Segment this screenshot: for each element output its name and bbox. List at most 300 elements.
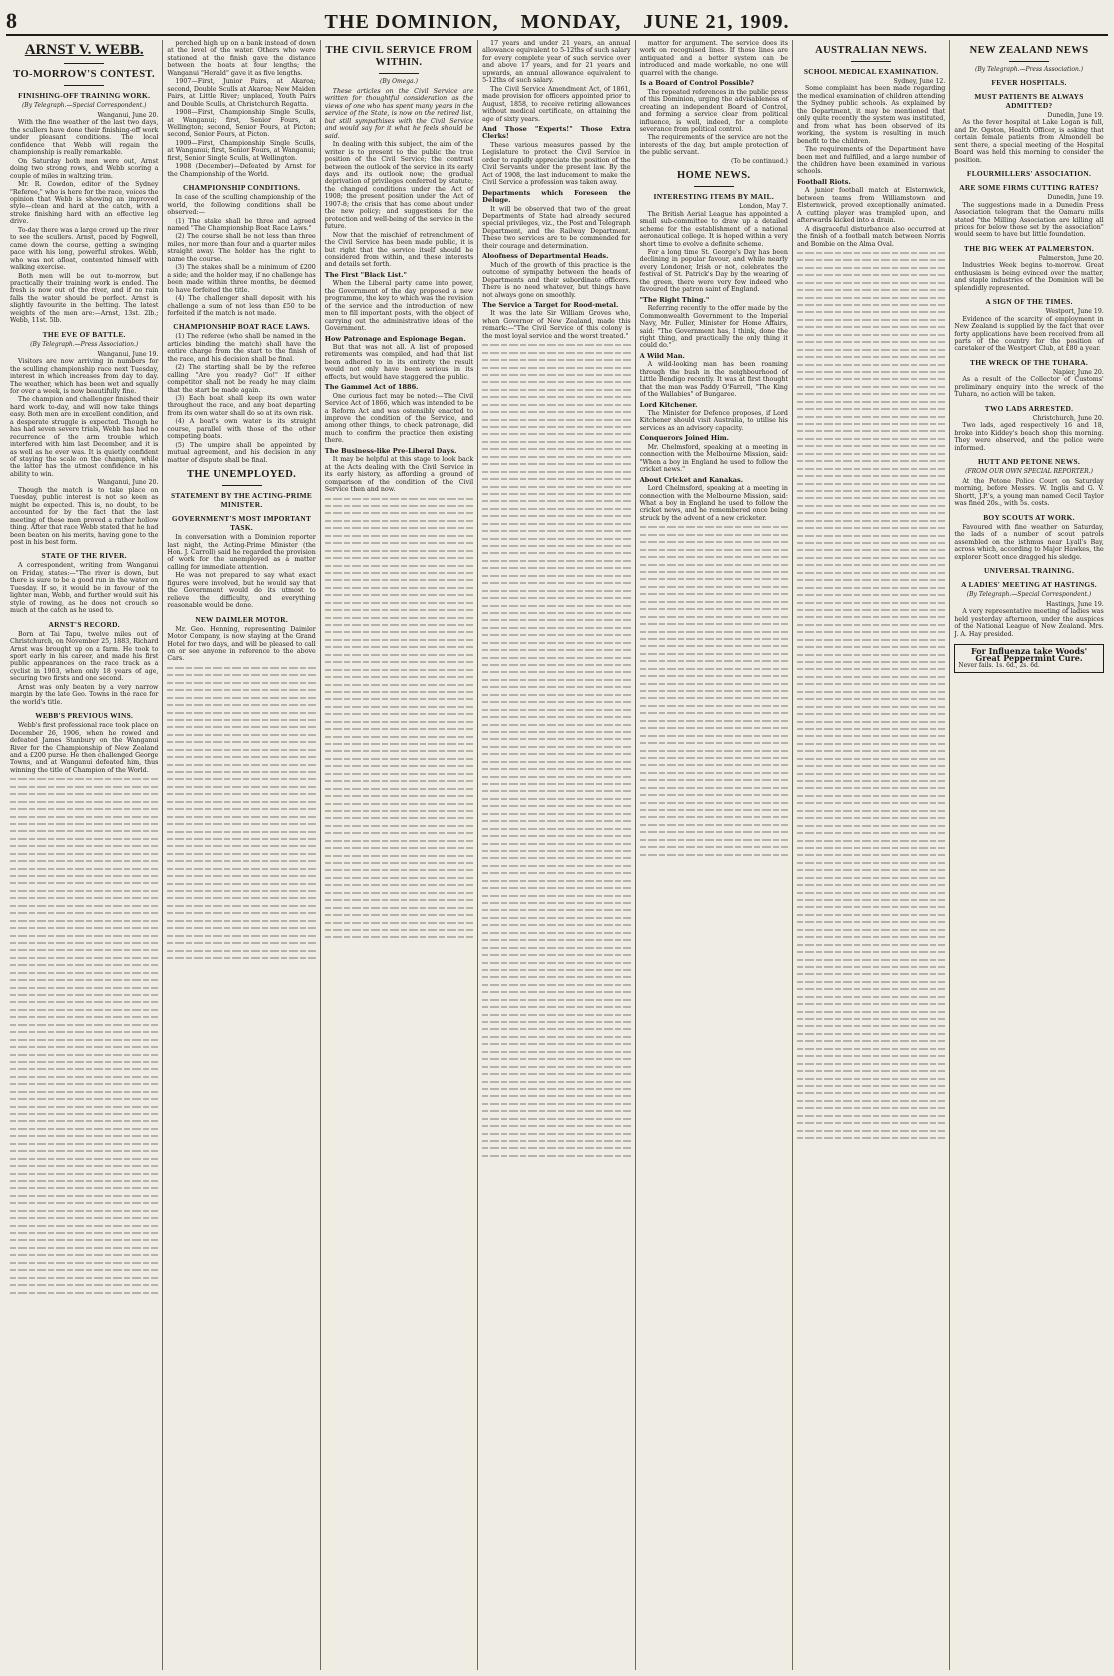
illegible-text-line	[10, 1259, 158, 1266]
byline: (By Telegraph.—Press Association.)	[30, 340, 139, 348]
illegible-text-line	[482, 706, 630, 713]
illegible-text-line	[482, 944, 630, 951]
illegible-text-line	[797, 1089, 945, 1096]
illegible-text-line	[167, 932, 315, 939]
column-2	[163, 40, 320, 1670]
illegible-text-line	[797, 978, 945, 985]
illegible-text-line	[10, 902, 158, 909]
illegible-text-line	[482, 386, 630, 393]
illegible-text-line	[482, 1100, 630, 1107]
illegible-text-line	[797, 517, 945, 524]
illegible-text-line	[797, 770, 945, 777]
illegible-text-line	[640, 717, 788, 724]
illegible-text-line	[482, 966, 630, 973]
paragraph: 1908—First, Championship Single Sculls, at Wanganui; first, Senior Fours, at Wellington; second, Senior Fours, at Picton; second, Senior Fours, at Picton.	[167, 109, 316, 139]
illegible-text-line	[482, 624, 630, 631]
illegible-text-line	[797, 450, 945, 457]
illegible-text-line	[482, 416, 630, 423]
side-heading: "The Right Thing."	[639, 295, 710, 304]
illegible-text-line	[482, 460, 630, 467]
illegible-text-line	[797, 1082, 945, 1089]
illegible-text-line	[640, 650, 788, 657]
illegible-text-line	[325, 576, 473, 583]
illegible-text-line	[640, 598, 788, 605]
illegible-text-line	[482, 408, 630, 415]
illegible-text-line	[640, 739, 788, 746]
illegible-text-line	[10, 961, 158, 968]
subheading: GOVERNMENT'S MOST IMPORTANT TASK.	[171, 514, 312, 533]
illegible-text-line	[10, 1184, 158, 1191]
illegible-text-line	[167, 835, 315, 842]
illegible-text-line	[10, 1073, 158, 1080]
illegible-text-line	[797, 926, 945, 933]
paragraph: The Minister for Defence proposes, if Lord Kitchener should visit Australia, to utilise his services as an advisory capacity.	[639, 410, 788, 432]
illegible-text-line	[797, 539, 945, 546]
illegible-text-line	[10, 1013, 158, 1020]
illegible-text-line	[10, 1289, 158, 1296]
illegible-text-line	[482, 445, 630, 452]
illegible-text-line	[797, 427, 945, 434]
illegible-text-line	[325, 807, 473, 814]
illegible-text-line	[797, 822, 945, 829]
illegible-text-line	[797, 472, 945, 479]
illegible-text-line	[10, 1080, 158, 1087]
paragraph: As a result of the Collector of Customs' preliminary enquiry into the wreck of the Tuhara, no action will be taken.	[954, 376, 1104, 399]
illegible-text-line	[10, 946, 158, 953]
illegible-text-line	[167, 880, 315, 887]
illegible-text-line	[482, 862, 630, 869]
illegible-text-line	[797, 338, 945, 345]
illegible-text-line	[797, 963, 945, 970]
illegible-text-line	[482, 616, 630, 623]
illegible-text-line	[482, 1063, 630, 1070]
illegible-text-line	[325, 517, 473, 524]
column-1	[6, 40, 163, 1670]
illegible-text-line	[10, 1147, 158, 1154]
illegible-text-line	[797, 323, 945, 330]
illegible-text-line	[325, 919, 473, 926]
illegible-text-line	[640, 575, 788, 582]
illegible-text-line	[797, 613, 945, 620]
illegible-text-line	[797, 606, 945, 613]
illegible-text-line	[797, 561, 945, 568]
illegible-text-line	[797, 375, 945, 382]
illegible-text-line	[797, 665, 945, 672]
illegible-text-line	[797, 703, 945, 710]
illegible-text-line	[325, 599, 473, 606]
illegible-text-line	[640, 657, 788, 664]
illegible-text-line	[482, 572, 630, 579]
illegible-text-line	[797, 1060, 945, 1067]
illegible-text-line	[640, 806, 788, 813]
illegible-text-line	[797, 784, 945, 791]
illegible-text-line	[10, 790, 158, 797]
subheading: UNIVERSAL TRAINING.	[983, 566, 1075, 576]
illegible-text-line	[482, 646, 630, 653]
illegible-text-line	[167, 947, 315, 954]
illegible-text-line	[797, 903, 945, 910]
paragraph: mattor for argument. The service does its work on recognised lines. If those lines are antiquated and a better system can be introduced and made workable, no one will quarrel with the change.	[639, 40, 788, 77]
illegible-text-line	[482, 959, 630, 966]
subheading: CHAMPIONSHIP BOAT RACE LAWS.	[173, 322, 310, 332]
illegible-text-line	[10, 865, 158, 872]
illegible-text-line	[482, 371, 630, 378]
paragraph: (4) A boat's own water is its straight course, parallel with those of the other competing boats.	[167, 418, 316, 441]
illegible-text-line	[640, 568, 788, 575]
column-4	[478, 40, 635, 1670]
paragraph: But that was not all. A list of proposed retirements was compiled, and had that list been adhered to in its entirety the result would not only have been serious in its effects, but would have staggered the public.	[324, 343, 474, 381]
advertisement	[954, 644, 1103, 673]
illegible-text-line	[797, 740, 945, 747]
illegible-text-line	[10, 1199, 158, 1206]
illegible-text-line	[797, 755, 945, 762]
side-heading: The First "Black List."	[324, 270, 407, 279]
advertisement-text: Never fails. 1s. 6d., 2s. 6d.	[958, 662, 1040, 670]
illegible-text-line	[482, 906, 630, 913]
section-heading: HOME NEWS.	[677, 170, 751, 182]
side-heading: About Cricket and Kanakas.	[639, 475, 744, 484]
illegible-text-line	[482, 884, 630, 891]
illegible-text-line	[482, 847, 630, 854]
illegible-text-line	[640, 546, 788, 553]
column-7	[950, 40, 1107, 1670]
illegible-text-line	[797, 353, 945, 360]
illegible-text-line	[797, 792, 945, 799]
illegible-text-line	[482, 1048, 630, 1055]
illegible-text-line	[167, 753, 315, 760]
illegible-text-line	[482, 780, 630, 787]
illegible-text-line	[10, 1155, 158, 1162]
illegible-text-line	[325, 852, 473, 859]
illegible-text-line	[10, 976, 158, 983]
paragraph: (2) The starting shall be by the referee calling "Are you ready? Go!" If either competitor shall not be ready he may claim that the start be made again.	[167, 364, 316, 394]
subheading: STATEMENT BY THE ACTING-PRIME MINISTER.	[171, 491, 313, 510]
paragraph: Evidence of the scarcity of employment in New Zealand is supplied by the fact that over forty applications have been received from all parts of the country for the position of caretaker of the Westport Club, at £80 a year.	[954, 315, 1104, 353]
paragraph: Mr. R. Cowdon, editor of the Sydney "Referee," who is here for the race, voices the opinion that Webb is showing an improved style—clean and hard at the catch, with a stroke finishing hard with an effective leg drive.	[10, 181, 159, 226]
illegible-text-line	[640, 702, 788, 709]
byline: (By Telegraph.—Special Correspondent.)	[966, 591, 1092, 599]
paragraph: The British Aerial League has appointed a small sub-committee to draw up a detailed scheme for the establishment of a national aeronautical college. It is hoped within a very short time to evolve a definite scheme.	[639, 210, 788, 248]
illegible-text-line	[797, 1104, 945, 1111]
illegible-text-line	[797, 576, 945, 583]
paragraph: To-day there was a large crowd up the river to see the scullers. Arnst, paced by Fogwell, came down the course, getting a swinging pace with his long, powerful strokes. Webb, who was not afloat, contented himself with walking exercise.	[10, 226, 159, 272]
side-heading: Lord Kitchener.	[639, 400, 698, 409]
illegible-text-line	[482, 825, 630, 832]
illegible-text-line	[482, 668, 630, 675]
section-heading: TO-MORROW'S CONTEST.	[13, 69, 156, 80]
illegible-text-line	[797, 413, 945, 420]
illegible-text-line	[10, 1028, 158, 1035]
illegible-text-line	[640, 672, 788, 679]
illegible-text-line	[797, 316, 945, 323]
paragraph: The requirements of the Department have been met and fulfilled, and a large number of the children have been examined in various schools.	[796, 146, 946, 176]
illegible-text-line	[482, 639, 630, 646]
illegible-text-line	[325, 911, 473, 918]
subheading: ARNST'S RECORD.	[48, 619, 120, 629]
illegible-text-line	[797, 264, 945, 271]
illegible-text-line	[797, 829, 945, 836]
illegible-text-line	[797, 398, 945, 405]
illegible-text-line	[482, 364, 630, 371]
illegible-text-line	[797, 680, 945, 687]
illegible-text-line	[640, 821, 788, 828]
paragraph: The champion and challenger finished their hard work to-day, and will now take things easy. Both men are in excellent condition, and a desperate struggle is expected. Though he has had seven severe trials, Webb has had no recurrence of the arm trouble which interfered with him last December, and it is as well as he ever was. It is quietly confident of staying the scale on the champion, while the latter has the utmost confidence in his ability to win.	[10, 396, 159, 478]
illegible-text-line	[797, 442, 945, 449]
illegible-text-line	[640, 538, 788, 545]
illegible-text-line	[797, 1127, 945, 1134]
illegible-text-line	[640, 687, 788, 694]
illegible-text-line	[10, 879, 158, 886]
illegible-text-line	[10, 850, 158, 857]
illegible-text-line	[10, 984, 158, 991]
paragraph: 1907—First, Junior Pairs, at Akaroa; second, Double Sculls at Akaroa; New Maiden Pairs, at Little River; unplaced, Youth Pairs and Double Sculls, at Christchurch Regatta.	[167, 78, 316, 108]
illegible-text-line	[482, 527, 630, 534]
illegible-text-line	[640, 553, 788, 560]
illegible-text-line	[797, 725, 945, 732]
paragraph: When the Liberal party came into power, the Government of the day proposed a new programme, the key to which was the revision of the service and the introduction of new men to fill important posts, with the object of carrying out the administrative ideas of the Government.	[324, 280, 474, 333]
illegible-text-line	[797, 584, 945, 591]
illegible-text-line	[797, 554, 945, 561]
illegible-text-line	[10, 1274, 158, 1281]
illegible-text-line	[325, 829, 473, 836]
paragraph: It may be helpful at this stage to look back at the Acts dealing with the Civil Service in its early history, as affording a ground of comparison of the condition of the Civil Service then and now.	[324, 456, 474, 494]
illegible-text-line	[167, 902, 315, 909]
subheading: WEBB'S PREVIOUS WINS.	[35, 711, 134, 721]
illegible-text-line	[10, 805, 158, 812]
illegible-text-line	[797, 799, 945, 806]
illegible-text-line	[797, 837, 945, 844]
illegible-text-line	[482, 1055, 630, 1062]
illegible-text-line	[167, 842, 315, 849]
illegible-text-line	[482, 438, 630, 445]
illegible-text-line	[797, 480, 945, 487]
illegible-text-line	[482, 520, 630, 527]
illegible-text-line	[10, 1229, 158, 1236]
paragraph: Two lads, aged respectively 16 and 18, broke into Kiddey's beach shop this morning. They were observed, and the police were informed.	[954, 422, 1104, 452]
illegible-text-line	[797, 651, 945, 658]
illegible-text-line	[10, 909, 158, 916]
side-heading: Departments which Foreseen the Deluge.	[482, 188, 631, 205]
illegible-text-line	[10, 775, 158, 782]
illegible-text-line	[482, 802, 630, 809]
illegible-text-line	[167, 909, 315, 916]
illegible-text-line	[797, 621, 945, 628]
columns	[6, 40, 1108, 1670]
dateline: Sydney, June 12.	[893, 78, 946, 85]
illegible-text-line	[482, 594, 630, 601]
illegible-text-line	[167, 686, 315, 693]
illegible-text-line	[10, 1214, 158, 1221]
subheading: HUTT AND PETONE NEWS.	[977, 456, 1081, 466]
illegible-text-line	[797, 383, 945, 390]
illegible-text-line	[640, 813, 788, 820]
dateline: London, May 7.	[739, 203, 788, 211]
illegible-text-line	[797, 844, 945, 851]
dateline: (To be continued.)	[730, 157, 788, 165]
paragraph: Webb's first professional race took place on December 26, 1906, when he rowed and defeated James Stanbury on the Wanganui River for the Championship of New Zealand and a £200 purse. He then challenged George Towns, and at Wanganui defeated him, thus winning the title of Champion of the World.	[10, 722, 159, 774]
illegible-text-line	[640, 635, 788, 642]
illegible-text-line	[325, 614, 473, 621]
illegible-text-line	[797, 881, 945, 888]
illegible-text-line	[325, 703, 473, 710]
illegible-text-line	[482, 832, 630, 839]
illegible-text-line	[482, 587, 630, 594]
paragraph: With the fine weather of the last two days, the scullers have done their finishing-off work under pleasant conditions. The local confidence that Webb will regain the championship is really remarkable.	[10, 119, 159, 157]
illegible-text-line	[325, 814, 473, 821]
illegible-text-line	[10, 1058, 158, 1065]
section-heading: AUSTRALIAN NEWS.	[815, 45, 928, 56]
illegible-text-line	[325, 770, 473, 777]
illegible-text-line	[797, 1030, 945, 1037]
illegible-text-line	[482, 1107, 630, 1114]
illegible-text-line	[797, 896, 945, 903]
paragraph: It was the late Sir William Groves who, when Governor of New Zealand, made this remark:—"The Civil Service of this colony is the most loyal service and the worst treated."	[482, 310, 631, 340]
illegible-text-line	[797, 532, 945, 539]
illegible-text-line	[797, 851, 945, 858]
illegible-text-line	[482, 549, 630, 556]
illegible-text-line	[482, 1025, 630, 1032]
illegible-text-line	[325, 800, 473, 807]
illegible-text-line	[797, 1015, 945, 1022]
illegible-text-line	[167, 887, 315, 894]
paragraph: Now that the mischief of retrenchment of the Civil Service has been made public, it is but right that the service itself should be considered from within, and these interests and details set forth.	[324, 231, 474, 269]
illegible-text-line	[325, 554, 473, 561]
illegible-text-line	[482, 497, 630, 504]
paragraph: Much of the growth of this practice is the outcome of sympathy between the heads of Departments and their subordinate officers. There is no need whatever, but things have not always gone on smoothly.	[482, 261, 631, 299]
illegible-text-line	[797, 889, 945, 896]
illegible-text-line	[325, 695, 473, 702]
illegible-text-line	[10, 1065, 158, 1072]
paragraph: 17 years and under 21 years, an annual allowance equivalent to 5-12ths of such salary for every complete year of such service over and above 17 years, and for 21 years and upwards, an annual allowance equivalent to 5-12ths of such salary.	[482, 40, 631, 85]
paragraph: Some complaint has been made regarding the medical examination of children attending the Sydney public schools. As explained by the Department, it may be mentioned that only quite recently the system was instituted, and from what has been observed of its working, the system is resulting in much benefit to the children.	[796, 85, 946, 145]
illegible-text-line	[325, 926, 473, 933]
illegible-text-line	[482, 869, 630, 876]
paragraph: The requirements of the service are not the interests of the day, but ample protection of the public servant.	[639, 134, 788, 157]
illegible-text-line	[797, 308, 945, 315]
illegible-text-line	[10, 813, 158, 820]
illegible-text-line	[482, 430, 630, 437]
illegible-text-line	[10, 827, 158, 834]
illegible-text-line	[482, 787, 630, 794]
illegible-text-line	[167, 783, 315, 790]
dateline: Christchurch, June 20.	[1032, 414, 1104, 422]
illegible-text-line	[167, 857, 315, 864]
illegible-text-line	[482, 1085, 630, 1092]
illegible-text-line	[797, 331, 945, 338]
intro-paragraph: These articles on the Civil Service are written for thoughtful consideration as the views of one who has spent many years in the service of the State, is now on the retired list, but still sympathises with the Civil Service and would say for it what he feels should be said.	[324, 88, 474, 140]
illegible-text-line	[10, 894, 158, 901]
illegible-text-line	[482, 914, 630, 921]
illegible-text-line	[640, 620, 788, 627]
illegible-text-line	[10, 954, 158, 961]
illegible-text-line	[640, 784, 788, 791]
paragraph: A wild-looking man has been roaming through the bush in the neighbourhood of Little Bendigo recently. It was at first thought that the man was Paddy O'Farrell, "The King of the Wallabies" of Bungaree.	[639, 361, 788, 399]
illegible-text-line	[325, 666, 473, 673]
illegible-text-line	[482, 929, 630, 936]
illegible-text-line	[10, 1266, 158, 1273]
illegible-text-line	[167, 954, 315, 961]
illegible-text-line	[482, 951, 630, 958]
illegible-text-line	[10, 842, 158, 849]
illegible-text-line	[325, 681, 473, 688]
illegible-text-line	[797, 256, 945, 263]
illegible-text-line	[482, 557, 630, 564]
illegible-text-line	[797, 1008, 945, 1015]
illegible-text-line	[325, 621, 473, 628]
illegible-text-line	[797, 487, 945, 494]
paragraph: Arnst was only beaten by a very narrow margin by the late Geo. Towns in the race for the world's title.	[10, 683, 159, 706]
illegible-text-line	[482, 854, 630, 861]
illegible-text-line	[640, 709, 788, 716]
illegible-text-line	[482, 1144, 630, 1151]
illegible-text-line	[482, 661, 630, 668]
illegible-text-line	[797, 405, 945, 412]
dateline: Palmerston, June 20.	[1038, 254, 1104, 262]
illegible-text-line	[482, 892, 630, 899]
byline: (By Telegraph.—Special Correspondent.)	[21, 102, 147, 109]
paragraph: 1908 (December)—Defeated by Arnst for the Championship of the World.	[167, 163, 316, 178]
paragraph: (1) The stake shall be three and agreed named "The Championship Boat Race Laws."	[167, 217, 316, 232]
illegible-text-line	[797, 643, 945, 650]
subheading: STATE OF THE RIVER.	[41, 551, 127, 561]
column-3	[321, 40, 478, 1670]
illegible-text-line	[640, 799, 788, 806]
illegible-text-line	[640, 583, 788, 590]
paragraph: Though the match is to take place on Tuesday, public interest is not so keen as might be expected. This is, no doubt, to be accounted for by the fact that the last meeting of these men proved a rather hollow thing. After that race Webb stated that he had been beaten on his merits, having gone to the post in his best form.	[10, 486, 159, 547]
illegible-text-line	[482, 981, 630, 988]
illegible-text-line	[325, 636, 473, 643]
illegible-text-line	[797, 732, 945, 739]
illegible-text-line	[640, 642, 788, 649]
illegible-text-line	[797, 1000, 945, 1007]
paper-date: JUNE 21, 1909.	[643, 11, 790, 33]
subheading: A LADIES' MEETING AT HASTINGS.	[961, 580, 1097, 590]
illegible-text-line	[10, 820, 158, 827]
illegible-text-line	[10, 939, 158, 946]
illegible-text-line	[325, 859, 473, 866]
illegible-text-line	[797, 494, 945, 501]
illegible-text-line	[640, 754, 788, 761]
illegible-text-line	[325, 874, 473, 881]
illegible-text-line	[167, 865, 315, 872]
illegible-text-line	[482, 921, 630, 928]
illegible-text-line	[640, 590, 788, 597]
illegible-text-line	[482, 1130, 630, 1137]
illegible-text-line	[640, 776, 788, 783]
side-heading: The Service a Target for Rood-metal.	[482, 300, 619, 309]
illegible-text-line	[640, 531, 788, 538]
illegible-text-line	[482, 713, 630, 720]
subheading: INTERESTING ITEMS BY MAIL.	[653, 192, 774, 202]
illegible-text-line	[482, 475, 630, 482]
illegible-text-line	[797, 271, 945, 278]
illegible-text-line	[167, 723, 315, 730]
illegible-text-line	[325, 844, 473, 851]
illegible-text-line	[325, 502, 473, 509]
illegible-text-line	[797, 361, 945, 368]
illegible-text-line	[482, 683, 630, 690]
illegible-text-line	[325, 733, 473, 740]
illegible-text-line	[325, 837, 473, 844]
side-heading: Is a Board of Control Possible?	[639, 79, 754, 88]
illegible-text-line	[797, 1052, 945, 1059]
illegible-text-line	[797, 294, 945, 301]
illegible-text-line	[482, 877, 630, 884]
illegible-text-line	[482, 691, 630, 698]
illegible-text-line	[10, 1244, 158, 1251]
paragraph: (3) The stakes shall be a minimum of £200 a side; and the holder may, if no challenge has been made within three months, be deemed to have forfeited the title.	[167, 264, 316, 294]
illegible-text-line	[797, 933, 945, 940]
